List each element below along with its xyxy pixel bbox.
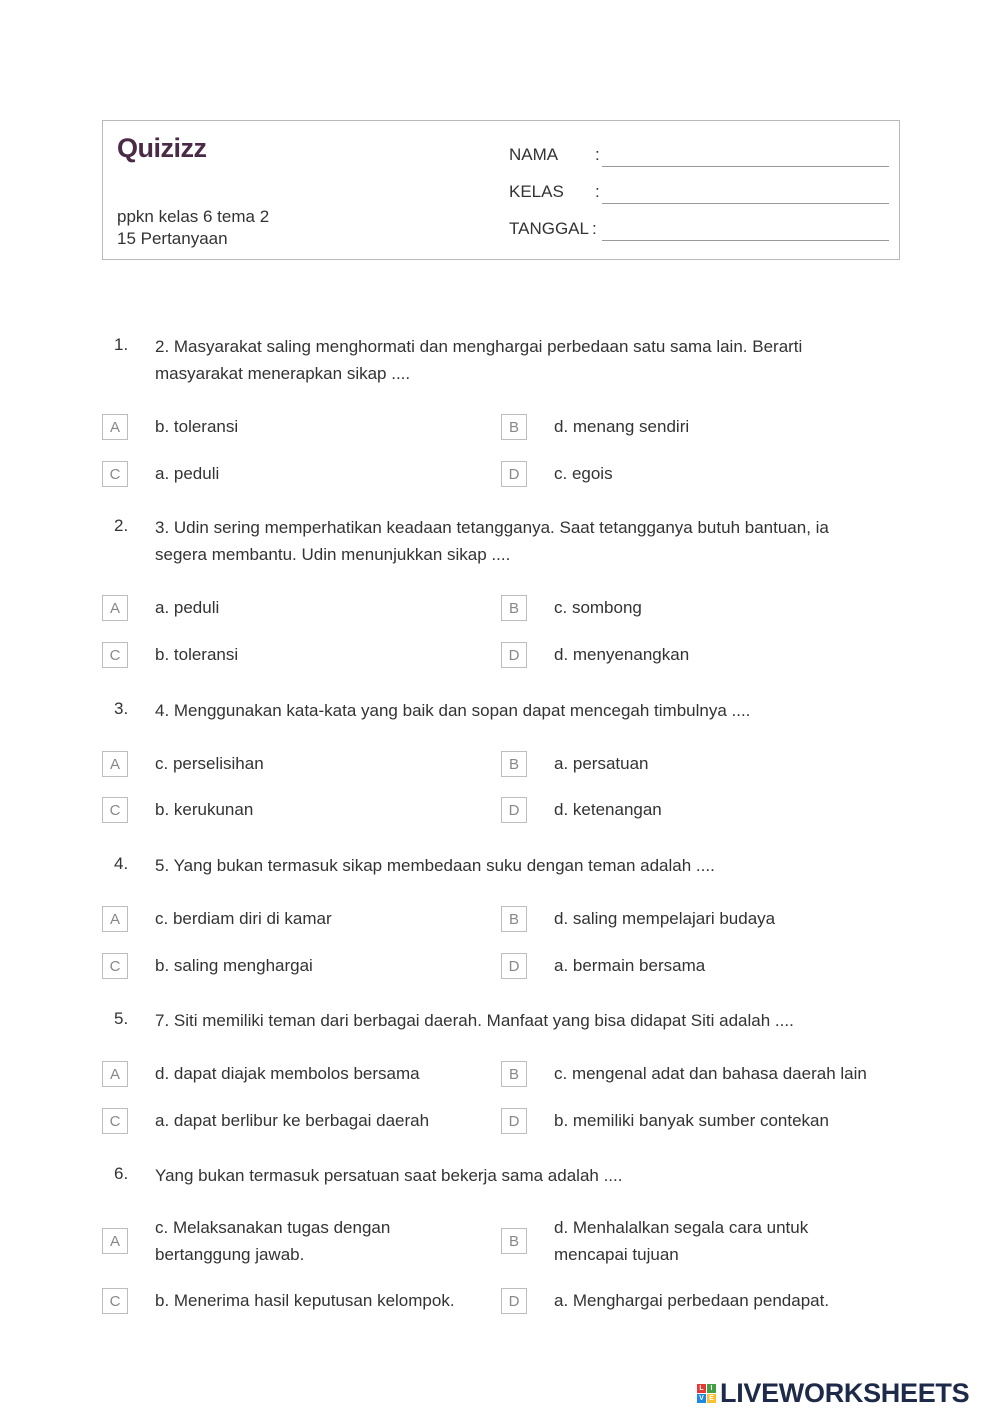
option-d-box[interactable]: D: [501, 1288, 527, 1314]
question-text: 4. Menggunakan kata-kata yang baik dan sopan dapat mencegah timbulnya ....: [155, 701, 751, 720]
option-b-box[interactable]: B: [501, 906, 527, 932]
option-d-text: c. egois: [554, 464, 613, 483]
option-a-box[interactable]: A: [102, 906, 128, 932]
option-c-box[interactable]: C: [102, 1288, 128, 1314]
option-c-text: b. Menerima hasil keputusan kelompok.: [155, 1291, 455, 1310]
option-d-text: b. memiliki banyak sumber contekan: [554, 1111, 829, 1130]
option-a-text: a. peduli: [155, 598, 220, 617]
option-a-text: b. toleransi: [155, 417, 239, 436]
quizizz-logo: Quizizz: [117, 133, 207, 163]
question-text: Yang bukan termasuk persatuan saat bekerja sama adalah ....: [155, 1166, 623, 1185]
option-a-text: c. perselisihan: [155, 754, 264, 773]
name-label: NAMA: [509, 145, 559, 164]
option-c-text: a. dapat berlibur ke berbagai daerah: [155, 1111, 430, 1130]
option-a-text: c. Melaksanakan tugas dengan bertanggung jawab.: [155, 1218, 391, 1264]
option-b-text: d. saling mempelajari budaya: [554, 909, 776, 928]
option-a-text: d. dapat diajak membolos bersama: [155, 1064, 420, 1083]
question-number: 4.: [114, 854, 129, 873]
logo-tile-e: E: [707, 1394, 716, 1403]
option-b-text: d. menang sendiri: [554, 417, 690, 436]
name-colon: :: [595, 145, 600, 164]
option-d-box[interactable]: D: [501, 953, 527, 979]
date-label: TANGGAL: [509, 219, 589, 238]
option-c-text: b. kerukunan: [155, 800, 254, 819]
question-number: 2.: [114, 516, 129, 535]
worksheet-header: [102, 120, 900, 260]
option-b-text: d. Menhalalkan segala cara untuk mencapai tujuan: [554, 1218, 809, 1264]
option-b-box[interactable]: B: [501, 414, 527, 440]
name-input-line[interactable]: [602, 166, 889, 167]
option-d-text: d. menyenangkan: [554, 645, 690, 664]
question-number: 1.: [114, 335, 129, 354]
option-a-box[interactable]: A: [102, 414, 128, 440]
option-c-text: b. saling menghargai: [155, 956, 313, 975]
logo-tile-v: V: [697, 1394, 706, 1403]
option-a-text: c. berdiam diri di kamar: [155, 909, 332, 928]
class-label: KELAS: [509, 182, 564, 201]
option-b-box[interactable]: B: [501, 751, 527, 777]
class-input-line[interactable]: [602, 203, 889, 204]
question-text: 5. Yang bukan termasuk sikap membedaan suku dengan teman adalah ....: [155, 856, 715, 875]
option-c-box[interactable]: C: [102, 461, 128, 487]
option-d-box[interactable]: D: [501, 461, 527, 487]
question-count: 15 Pertanyaan: [117, 229, 228, 248]
logo-tile-l: L: [697, 1384, 706, 1393]
option-b-text: a. persatuan: [554, 754, 649, 773]
option-c-text: a. peduli: [155, 464, 220, 483]
option-c-box[interactable]: C: [102, 1108, 128, 1134]
option-d-box[interactable]: D: [501, 797, 527, 823]
question-number: 3.: [114, 699, 129, 718]
question-number: 6.: [114, 1164, 129, 1183]
option-c-box[interactable]: C: [102, 797, 128, 823]
logo-tile-i: I: [707, 1384, 716, 1393]
option-d-box[interactable]: D: [501, 1108, 527, 1134]
option-d-text: a. bermain bersama: [554, 956, 706, 975]
option-a-box[interactable]: A: [102, 751, 128, 777]
option-c-box[interactable]: C: [102, 953, 128, 979]
question-number: 5.: [114, 1009, 129, 1028]
option-c-box[interactable]: C: [102, 642, 128, 668]
name-field: [509, 141, 889, 171]
question-text: 2. Masyarakat saling menghormati dan menghargai perbedaan satu sama lain. Berarti masyarakat menerapkan sikap ....: [155, 337, 803, 383]
option-b-text: c. mengenal adat dan bahasa daerah lain: [554, 1064, 867, 1083]
date-colon: :: [592, 219, 597, 238]
question-text: 3. Udin sering memperhatikan keadaan tetangganya. Saat tetangganya butuh bantuan, ia segera membantu. Udin menunjukkan sikap ....: [155, 518, 829, 564]
date-field: [509, 215, 889, 245]
option-b-box[interactable]: B: [501, 1228, 527, 1254]
liveworksheets-logo-icon: [697, 1384, 716, 1403]
date-input-line[interactable]: [602, 240, 889, 241]
option-a-box[interactable]: A: [102, 595, 128, 621]
option-d-text: a. Menghargai perbedaan pendapat.: [554, 1291, 830, 1310]
option-d-text: d. ketenangan: [554, 800, 662, 819]
option-a-box[interactable]: A: [102, 1061, 128, 1087]
liveworksheets-brand: [697, 1378, 969, 1409]
class-colon: :: [595, 182, 600, 201]
class-field: [509, 178, 889, 208]
option-d-box[interactable]: D: [501, 642, 527, 668]
quiz-title: ppkn kelas 6 tema 2: [117, 207, 270, 226]
option-a-box[interactable]: A: [102, 1228, 128, 1254]
option-c-text: b. toleransi: [155, 645, 239, 664]
option-b-box[interactable]: B: [501, 595, 527, 621]
option-b-text: c. sombong: [554, 598, 642, 617]
brand-name: LIVEWORKSHEETS: [720, 1378, 970, 1408]
question-text: 7. Siti memiliki teman dari berbagai daerah. Manfaat yang bisa didapat Siti adalah ....: [155, 1011, 794, 1030]
option-b-box[interactable]: B: [501, 1061, 527, 1087]
